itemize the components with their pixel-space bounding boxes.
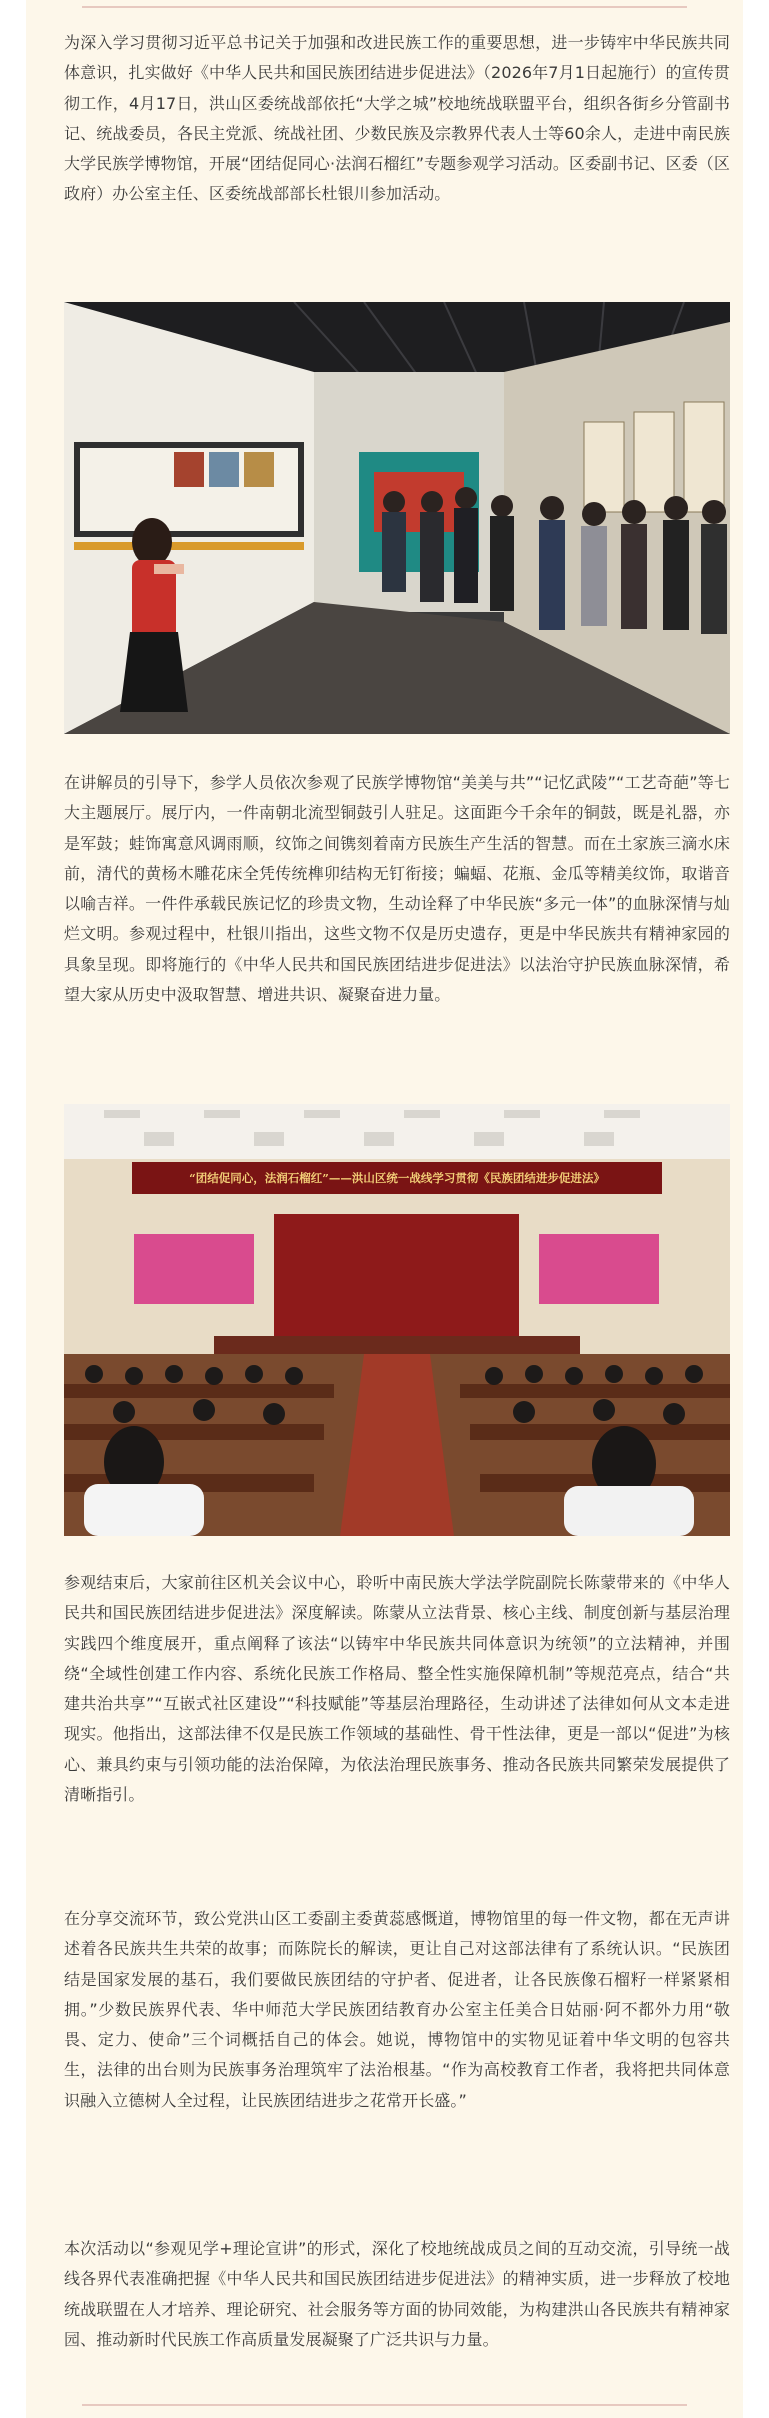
paragraph-text: 本次活动以“参观见学+理论宣讲”的形式，深化了校地统战成员之间的互动交流，引导统一战线各界代表准确把握《中华人民共和国民族团结进步促进法》的精神实质，进一步释放了校地统战联盟在人才培养、理论研究、社会服务等方面的协同效能，为构建洪山各民族共有精神家园、推动新时代民族工作高质量发展凝聚了广泛共识与力量。	[64, 2239, 730, 2349]
article-paragraph-exchange	[64, 1904, 730, 2116]
bottom-divider	[82, 2404, 687, 2406]
article-paragraph-summary	[64, 2234, 730, 2355]
article-paragraph-intro	[64, 28, 730, 210]
paragraph-text: 为深入学习贯彻习近平总书记关于加强和改进民族工作的重要思想，进一步铸牢中华民族共同体意识，扎实做好《中华人民共和国民族团结进步促进法》（2026年7月1日起施行）的宣传贯彻工作，4月17日，洪山区委统战部依托“大学之城”校地统战联盟平台，组织各街乡分管副书记、统战委员，各民主党派、统战社团、少数民族及宗教界代表人士等60余人，走进中南民族大学民族学博物馆，开展“团结促同心·法润石榴红”专题参观学习活动。区委副书记、区委（区政府）办公室主任、区委统战部部长杜银川参加活动。	[64, 33, 730, 204]
meeting-banner-text: “团结促同心，法润石榴红”——洪山区统一战线学习贯彻《民族团结进步促进法》	[189, 1171, 605, 1185]
museum-visit-illustration	[64, 302, 730, 734]
paragraph-text: 在讲解员的引导下，参学人员依次参观了民族学博物馆“美美与共”“记忆武陵”“工艺奇葩”等七大主题展厅。展厅内，一件南朝北流型铜鼓引人驻足。这面距今千余年的铜鼓，既是礼器，亦是军鼓；蛙饰寓意风调雨顺，纹饰之间镌刻着南方民族生产生活的智慧。而在土家族三滴水床前，清代的黄杨木雕花床全凭传统榫卯结构无钉衔接；蝙蝠、花瓶、金瓜等精美纹饰，取谐音以喻吉祥。一件件承载民族记忆的珍贵文物，生动诠释了中华民族“多元一体”的血脉深情与灿烂文明。参观过程中，杜银川指出，这些文物不仅是历史遗存，更是中华民族共有精神家园的具象呈现。即将施行的《中华人民共和国民族团结进步促进法》以法治守护民族血脉深情，希望大家从历史中汲取智慧、增进共识、凝聚奋进力量。	[64, 773, 730, 1005]
article-paragraph-lecture	[64, 1568, 730, 1810]
paragraph-text: 参观结束后，大家前往区机关会议中心，聆听中南民族大学法学院副院长陈蒙带来的《中华人民共和国民族团结进步促进法》深度解读。陈蒙从立法背景、核心主线、制度创新与基层治理实践四个维度展开，重点阐释了该法“以铸牢中华民族共同体意识为统领”的立法精神，并围绕“全域性创建工作内容、系统化民族工作格局、整全性实施保障机制”等规范亮点，结合“共建共治共享”“互嵌式社区建设”“科技赋能”等基层治理路径，生动讲述了法律如何从文本走进现实。他指出，这部法律不仅是民族工作领域的基础性、骨干性法律，更是一部以“促进”为核心、兼具约束与引领功能的法治保障，为依法治理民族事务、推动各民族共同繁荣发展提供了清晰指引。	[64, 1573, 730, 1805]
museum-visit-photo	[64, 302, 730, 734]
paragraph-text: 在分享交流环节，致公党洪山区工委副主委黄蕊感慨道，博物馆里的每一件文物，都在无声讲述着各民族共生共荣的故事；而陈院长的解读，更让自己对这部法律有了系统认识。“民族团结是国家发展的基石，我们要做民族团结的守护者、促进者，让各民族像石榴籽一样紧紧相拥。”少数民族界代表、华中师范大学民族团结教育办公室主任美合日姑丽·阿不都外力用“敬畏、定力、使命”三个词概括自己的体会。她说，博物馆中的实物见证着中华文明的包容共生，法律的出台则为民族事务治理筑牢了法治根基。“作为高校教育工作者，我将把共同体意识融入立德树人全过程，让民族团结进步之花常开长盛。”	[64, 1909, 730, 2110]
article-page	[26, 0, 743, 2418]
article-paragraph-museum	[64, 768, 730, 1010]
top-divider	[82, 6, 687, 8]
meeting-hall-photo	[64, 1104, 730, 1536]
